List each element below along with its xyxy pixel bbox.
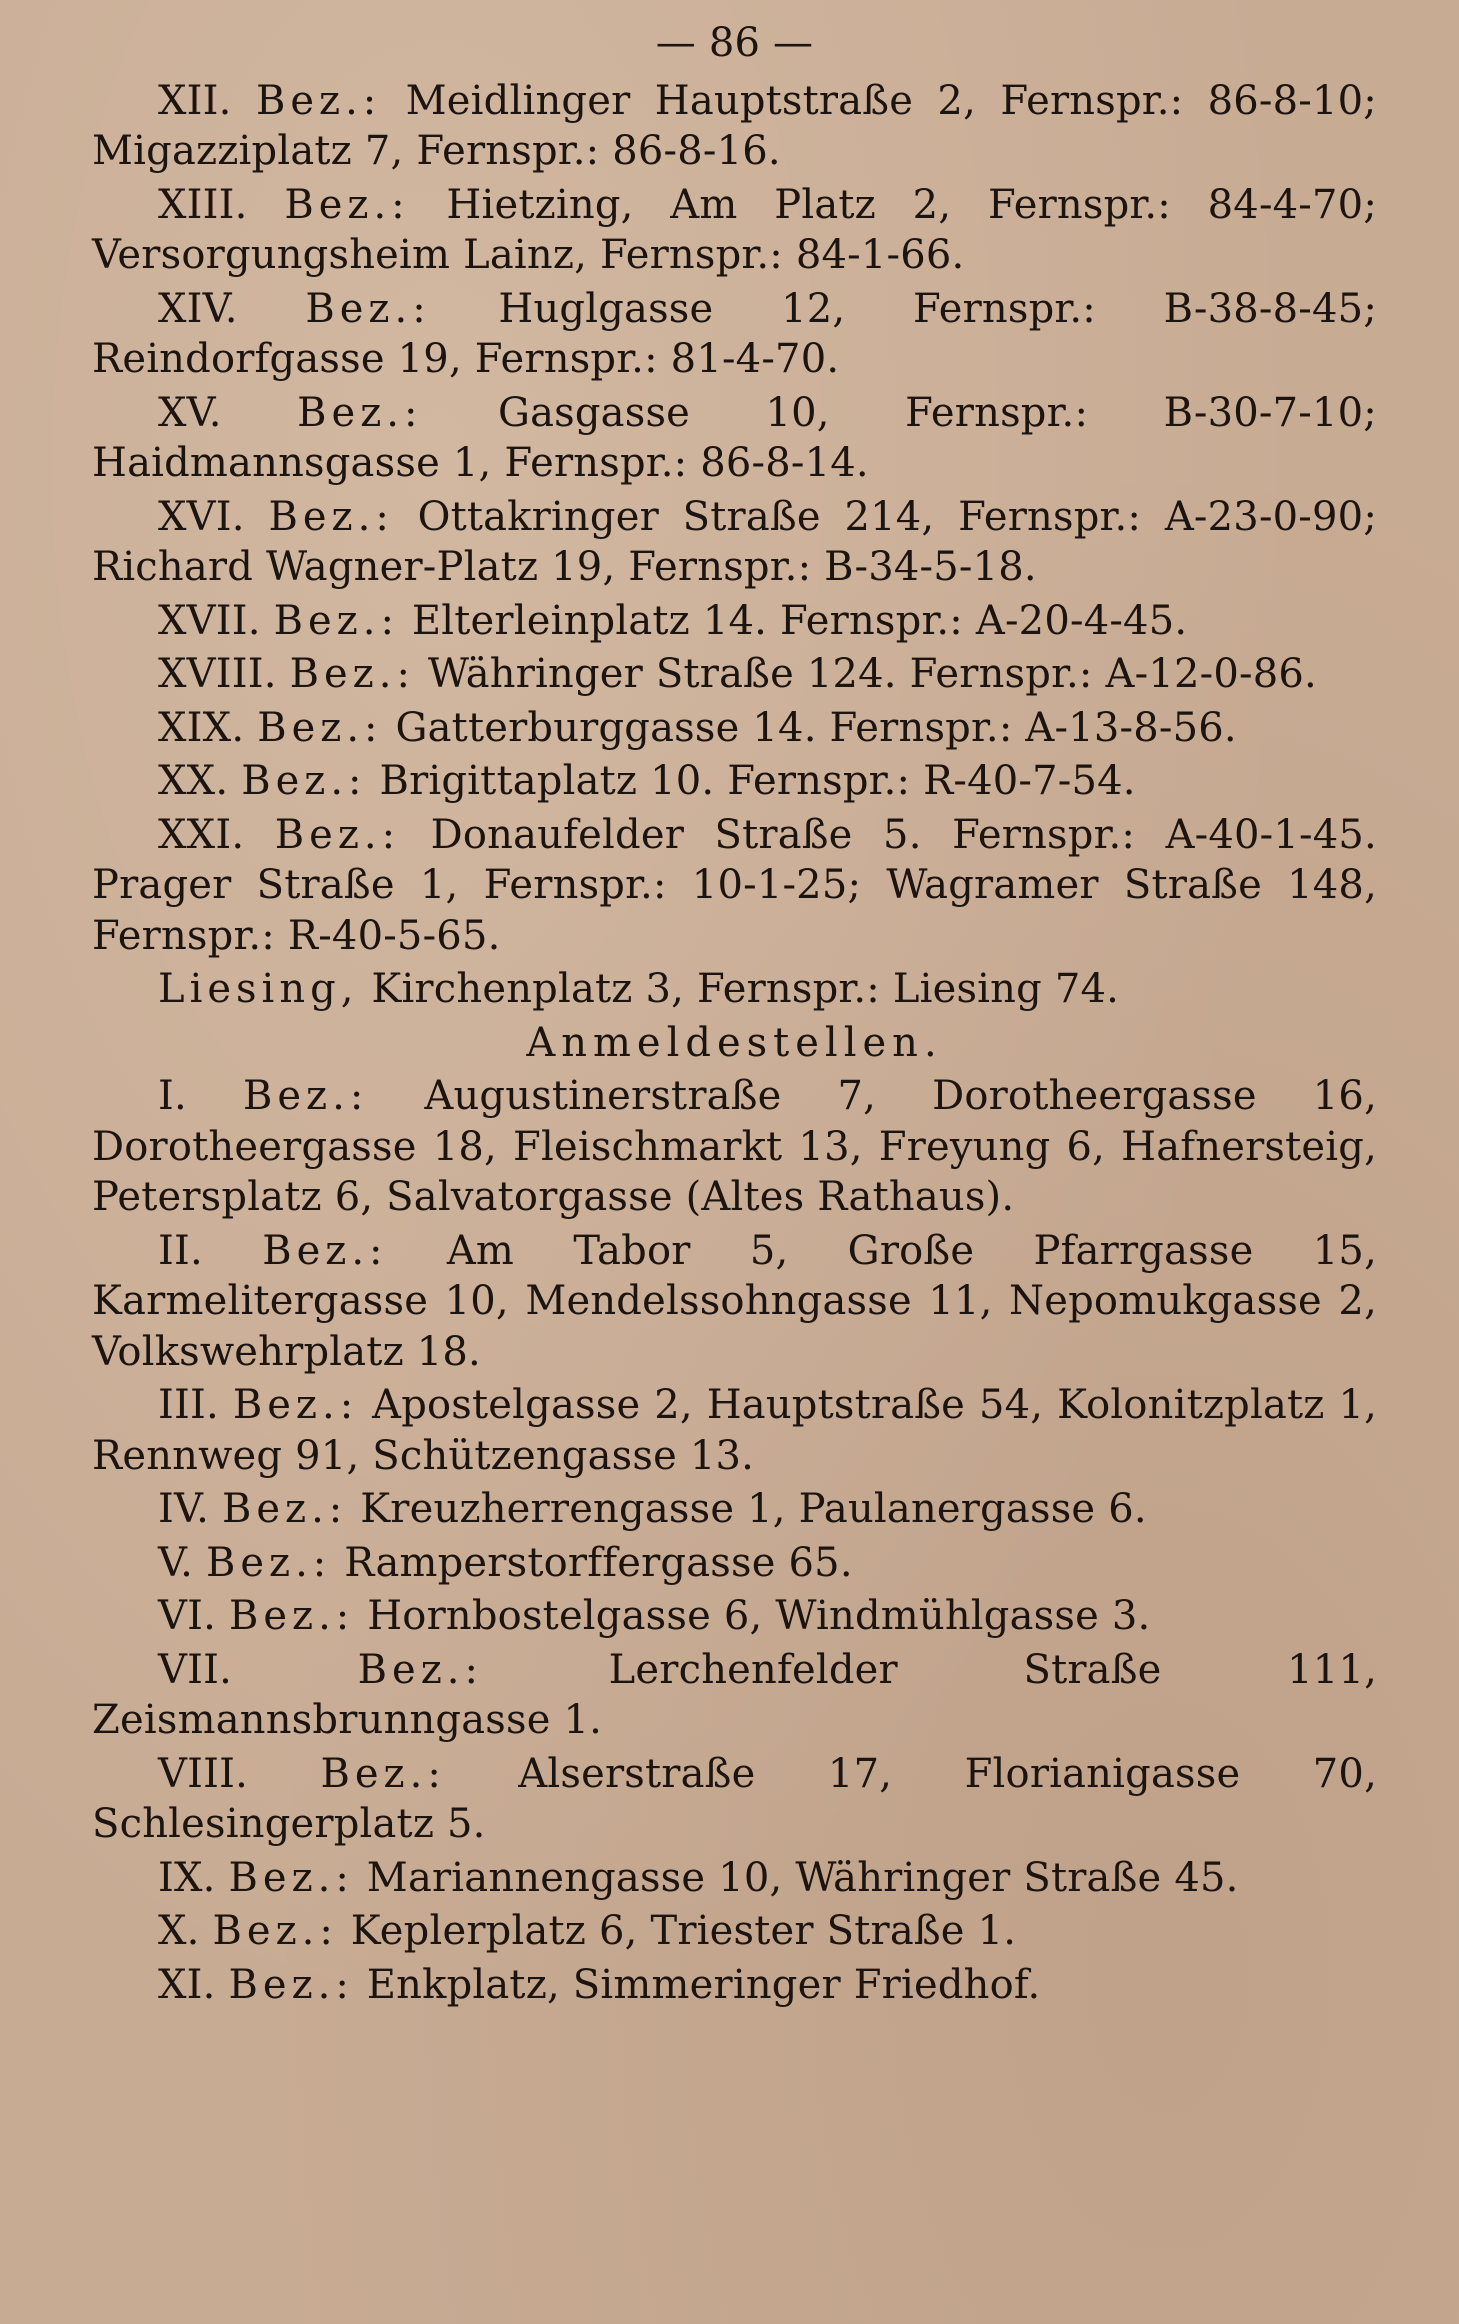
directory-entry xyxy=(92,596,1377,647)
directory-entry xyxy=(92,76,1377,177)
directory-entry xyxy=(92,964,1377,1015)
address-text: Donaufelder Straße 5. Fernspr.: A-40-1-45. Prager Straße 1, Fernspr.: 10-1-25; Wagramer Straße 148, Fernspr.: R-40-5-65. xyxy=(92,811,1377,959)
directory-entry xyxy=(92,1591,1377,1642)
directory-entry xyxy=(92,1484,1377,1535)
directory-entry xyxy=(92,1749,1377,1850)
district-abbrev: Bez.: xyxy=(305,285,431,332)
district-number: X. xyxy=(158,1908,200,1954)
district-abbrev: Bez.: xyxy=(357,1646,483,1693)
directory-entry xyxy=(92,284,1377,385)
address-text: Kirchenplatz 3, Fernspr.: Liesing 74. xyxy=(371,966,1120,1012)
directory-entry xyxy=(92,703,1377,754)
address-text: Apostelgasse 2, Hauptstraße 54, Kolonitzplatz 1, Rennweg 91, Schützengasse 13. xyxy=(92,1382,1378,1479)
district-number: XV. xyxy=(158,389,222,436)
district-abbrev: Bez.: xyxy=(273,597,399,644)
district-abbrev: Bez.: xyxy=(228,1593,355,1639)
section-phone-offices xyxy=(92,76,1377,1015)
district-number: XX. xyxy=(158,758,229,804)
section-registration-offices xyxy=(92,1071,1377,2010)
district-abbrev: Bez.: xyxy=(262,1227,388,1274)
district-abbrev: Bez.: xyxy=(241,758,367,804)
directory-entry xyxy=(92,1645,1377,1746)
directory-entry xyxy=(92,1538,1377,1589)
district-abbrev: Bez.: xyxy=(228,1854,354,1901)
district-number: XIX. xyxy=(158,704,245,751)
district-number: XIV. xyxy=(158,285,238,332)
district-number: XVI. xyxy=(158,493,245,540)
directory-entry xyxy=(92,649,1377,700)
district-number: IV. xyxy=(158,1486,210,1532)
address-text: Augustinerstraße 7, Dorotheergasse 16, Dorotheergasse 18, Fleischmarkt 13, Freyung 6, Hafnersteig, Petersplatz 6, Salvatorgasse (Altes Rathaus). xyxy=(92,1073,1377,1220)
page-text xyxy=(92,18,1377,2013)
directory-entry xyxy=(92,1226,1377,1378)
directory-entry xyxy=(92,1853,1377,1904)
district-abbrev: Bez.: xyxy=(274,811,401,858)
district-abbrev: Bez.: xyxy=(297,389,423,436)
address-text: Hornbostelgasse 6, Windmühlgasse 3. xyxy=(367,1593,1151,1639)
address-text: Brigittaplatz 10. Fernspr.: R-40-7-54. xyxy=(379,758,1136,804)
directory-entry xyxy=(92,388,1377,489)
section-heading: Anmeldestellen. xyxy=(526,1019,943,1066)
address-text: Keplerplatz 6, Triester Straße 1. xyxy=(350,1908,1017,1954)
address-text: Währinger Straße 124. Fernspr.: A-12-0-86. xyxy=(427,651,1317,697)
district-abbrev: Bez.: xyxy=(242,1073,369,1119)
district-number: XIII. xyxy=(158,181,248,228)
directory-entry xyxy=(92,180,1377,281)
address-text: Am Tabor 5, Große Pfarrgasse 15, Karmelitergasse 10, Mendelssohngasse 11, Nepomukgasse 2, Volkswehrplatz 18. xyxy=(92,1227,1377,1375)
directory-entry xyxy=(92,1380,1377,1481)
district-abbrev: Bez.: xyxy=(284,181,410,228)
district-number: I. xyxy=(158,1073,187,1119)
district-abbrev: Bez.: xyxy=(212,1908,338,1954)
district-number: II. xyxy=(158,1227,203,1274)
district-abbrev: Bez.: xyxy=(289,651,415,697)
district-number: V. xyxy=(158,1539,194,1586)
address-text: Ottakringer Straße 214, Fernspr.: A-23-0-90; Richard Wagner-Platz 19, Fernspr.: B-34-5-18. xyxy=(92,493,1377,590)
address-text: Meidlinger Hauptstraße 2, Fernspr.: 86-8-10; Migazziplatz 7, Fernspr.: 86-8-16. xyxy=(92,77,1377,174)
address-text: Alserstraße 17, Florianigasse 70, Schlesingerplatz 5. xyxy=(92,1750,1377,1847)
district-number: XVII. xyxy=(158,597,261,644)
directory-entry xyxy=(92,492,1377,593)
address-text: Gatterburggasse 14. Fernspr.: A-13-8-56. xyxy=(395,704,1237,751)
address-text: Huglgasse 12, Fernspr.: B-38-8-45; Reindorfgasse 19, Fernspr.: 81-4-70. xyxy=(92,285,1377,382)
page-number: — 86 — xyxy=(655,20,814,66)
address-text: Lerchenfelder Straße 111, Zeismannsbrunngasse 1. xyxy=(92,1646,1378,1743)
district-abbrev: Bez.: xyxy=(268,493,394,540)
district-abbrev: Bez.: xyxy=(320,1750,446,1797)
district-number: XI. xyxy=(158,1961,216,2008)
district-number: VIII. xyxy=(158,1750,249,1797)
address-text: Mariannengasse 10, Währinger Straße 45. xyxy=(366,1854,1239,1901)
district-abbrev: Bez.: xyxy=(255,77,382,124)
address-text: Elterleinplatz 14. Fernspr.: A-20-4-45. xyxy=(411,597,1188,644)
district-abbrev: Liesing, xyxy=(158,966,359,1012)
address-text: Gasgasse 10, Fernspr.: B-30-7-10; Haidmannsgasse 1, Fernspr.: 86-8-14. xyxy=(92,389,1377,486)
district-number: VI. xyxy=(158,1593,217,1639)
directory-entry xyxy=(92,756,1377,807)
district-number: III. xyxy=(158,1382,219,1428)
district-number: VII. xyxy=(158,1646,233,1693)
directory-entry xyxy=(92,1071,1377,1223)
address-text: Hietzing, Am Platz 2, Fernspr.: 84-4-70; Versorgungsheim Lainz, Fernspr.: 84-1-66. xyxy=(92,181,1378,278)
district-abbrev: Bez.: xyxy=(221,1486,348,1532)
district-abbrev: Bez.: xyxy=(232,1382,359,1428)
district-number: XVIII. xyxy=(158,651,277,697)
address-text: Ramperstorffergasse 65. xyxy=(344,1539,853,1586)
address-text: Enkplatz, Simmeringer Friedhof. xyxy=(366,1961,1041,2008)
district-number: IX. xyxy=(158,1854,216,1901)
district-number: XXI. xyxy=(158,811,245,858)
directory-entry xyxy=(92,1960,1377,2011)
directory-entry xyxy=(92,810,1377,962)
district-number: XII. xyxy=(158,77,232,124)
district-abbrev: Bez.: xyxy=(257,704,383,751)
directory-entry xyxy=(92,1906,1377,1957)
district-abbrev: Bez.: xyxy=(205,1539,332,1586)
district-abbrev: Bez.: xyxy=(228,1961,354,2008)
address-text: Kreuzherrengasse 1, Paulanergasse 6. xyxy=(360,1486,1147,1532)
